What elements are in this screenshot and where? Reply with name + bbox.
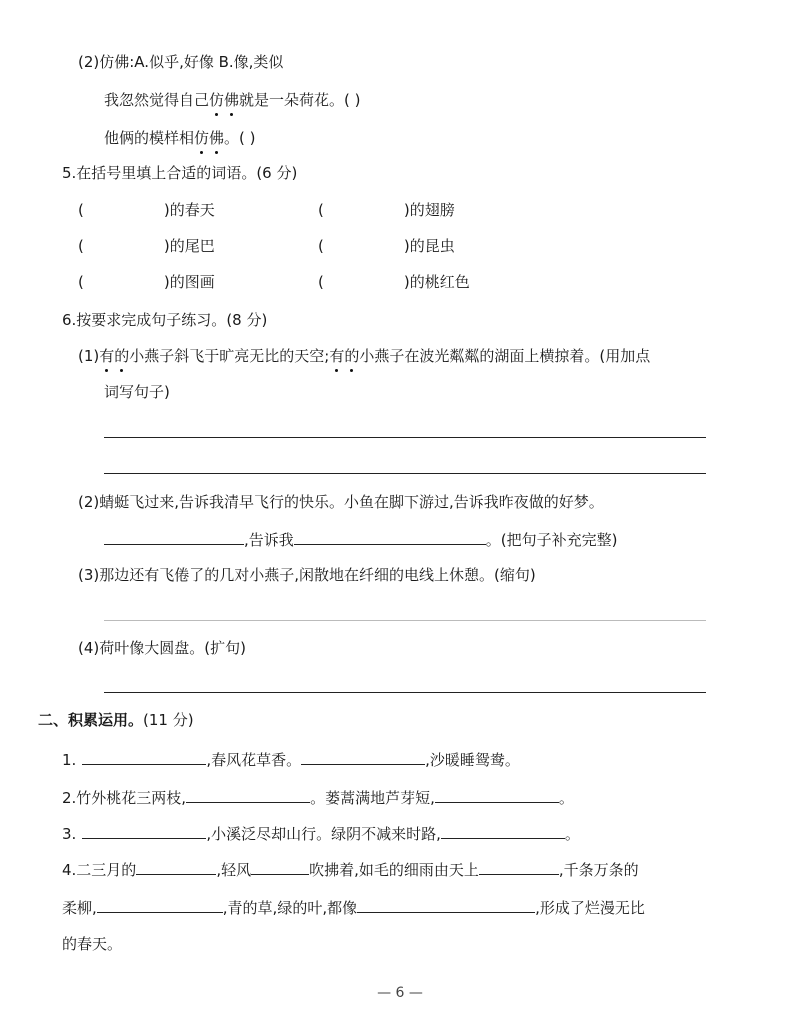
sentence-text: 我忽然觉得自己 <box>104 91 210 109</box>
phrase: 的翅膀 <box>409 201 455 219</box>
phrase: 的图画 <box>169 273 215 291</box>
page-number: — 6 — <box>377 985 423 1001</box>
answer-line[interactable] <box>104 473 706 474</box>
dotted-char: 仿 <box>194 129 210 147</box>
dotted-char: 有 <box>99 347 115 365</box>
sentence-text: ,轻风 <box>216 861 252 879</box>
answer-blank[interactable] <box>479 858 559 875</box>
sentence-text: 吹拂着,如毛的细雨由天上 <box>309 861 479 879</box>
answer-blank[interactable] <box>82 822 206 839</box>
sentence-text: ,沙暖睡鸳鸯。 <box>425 751 520 769</box>
answer-blank[interactable] <box>136 858 216 875</box>
phrase: 的尾巴 <box>169 237 215 255</box>
phrase: 的春天 <box>169 201 215 219</box>
sub-number: (1) <box>78 347 100 365</box>
answer-blank[interactable] <box>251 858 309 875</box>
s2-q4-line-2 <box>62 896 645 918</box>
s2-q2 <box>62 786 574 808</box>
q6-2-prompt: (2)蜻蜓飞过来,告诉我清早飞行的快乐。小鱼在脚下游过,告诉我昨夜做的好梦。 <box>78 493 604 511</box>
q6-title: 6.按要求完成句子练习。(8 分) <box>62 311 268 329</box>
open-paren: ( <box>78 273 84 291</box>
s2-q1 <box>62 748 520 770</box>
answer-blank[interactable] <box>186 786 310 803</box>
s2-q4-line-1 <box>62 858 639 880</box>
sentence-text: ,青的草,绿的叶,都像 <box>222 899 358 917</box>
phrase: 的桃红色 <box>409 273 470 291</box>
answer-blank[interactable] <box>435 786 559 803</box>
sentence-text: 他俩的模样相 <box>104 129 195 147</box>
q6-2-fill <box>104 528 618 550</box>
dotted-char: 佛 <box>209 129 225 147</box>
q5-row-2-left <box>78 236 215 256</box>
sentence-text: 。 <box>558 789 574 807</box>
sentence-text: 柔柳, <box>62 899 97 917</box>
answer-blank[interactable] <box>294 528 486 545</box>
q5-row-1-right <box>318 200 455 220</box>
sentence-text: 2.竹外桃花三两枝, <box>62 789 187 807</box>
close-paren: ) <box>163 237 170 255</box>
q5-row-3-right <box>318 272 470 292</box>
q4-2-sentence-1 <box>104 90 361 110</box>
answer-line[interactable] <box>104 620 706 621</box>
s2-q3 <box>62 822 580 844</box>
answer-blank[interactable] <box>104 528 244 545</box>
answer-blank[interactable] <box>82 748 206 765</box>
open-paren: ( <box>318 273 324 291</box>
q5-title: 5.在括号里填上合适的词语。(6 分) <box>62 164 298 182</box>
q6-1-prompt-cont: 词写句子) <box>104 383 170 401</box>
sentence-text: 。(把句子补充完整) <box>485 531 618 549</box>
q6-4-prompt: (4)荷叶像大圆盘。(扩句) <box>78 639 246 657</box>
sentence-text: 小燕子斜飞于旷亮无比的天空; <box>129 347 330 365</box>
sentence-text: 4.二三月的 <box>62 861 137 879</box>
q4-2-header: (2)仿佛:A.似乎,好像 B.像,类似 <box>78 53 284 71</box>
sentence-text: ,告诉我 <box>244 531 294 549</box>
dotted-char: 的 <box>344 347 360 365</box>
sentence-text: ,春风花草香。 <box>206 751 302 769</box>
sentence-text: ,形成了烂漫无比 <box>535 899 645 917</box>
open-paren: ( <box>318 237 324 255</box>
section-heading: 二、积累运用。 <box>38 711 144 729</box>
q6-3-prompt: (3)那边还有飞倦了的几对小燕子,闲散地在纤细的电线上休憩。(缩句) <box>78 566 536 584</box>
q5-row-1-left <box>78 200 215 220</box>
answer-line[interactable] <box>104 692 706 693</box>
sentence-text: 。 <box>564 825 580 843</box>
sentence-text: 。蒌蒿满地芦芽短, <box>310 789 435 807</box>
q6-1-prompt <box>78 346 650 366</box>
q4-2-sentence-2 <box>104 128 256 148</box>
q5-row-3-left <box>78 272 215 292</box>
dotted-char: 有 <box>329 347 345 365</box>
phrase: 的昆虫 <box>409 237 455 255</box>
answer-blank[interactable] <box>357 896 535 913</box>
question-number: 1. <box>62 751 77 769</box>
sentence-text: ,千条万条的 <box>558 861 639 879</box>
answer-blank[interactable] <box>301 748 425 765</box>
close-paren: ) <box>403 237 410 255</box>
section-score: (11 分) <box>143 711 194 729</box>
q5-row-2-right <box>318 236 455 256</box>
question-number: 3. <box>62 825 77 843</box>
sentence-text: 小燕子在波光粼粼的湖面上横掠着。(用加点 <box>359 347 651 365</box>
answer-blank[interactable] <box>441 822 565 839</box>
dotted-char: 仿 <box>209 91 225 109</box>
dotted-char: 佛 <box>224 91 240 109</box>
close-paren: ) <box>163 273 170 291</box>
dotted-char: 的 <box>114 347 130 365</box>
answer-blank[interactable] <box>97 896 223 913</box>
open-paren: ( <box>318 201 324 219</box>
s2-q4-line-3: 的春天。 <box>62 935 123 953</box>
answer-line[interactable] <box>104 437 706 438</box>
sentence-text: ,小溪泛尽却山行。绿阴不减来时路, <box>206 825 441 843</box>
open-paren: ( <box>78 201 84 219</box>
sentence-text: 。( ) <box>224 129 256 147</box>
close-paren: ) <box>403 273 410 291</box>
close-paren: ) <box>163 201 170 219</box>
section2-title <box>38 710 194 730</box>
sentence-text: 就是一朵荷花。( ) <box>239 91 361 109</box>
open-paren: ( <box>78 237 84 255</box>
close-paren: ) <box>403 201 410 219</box>
